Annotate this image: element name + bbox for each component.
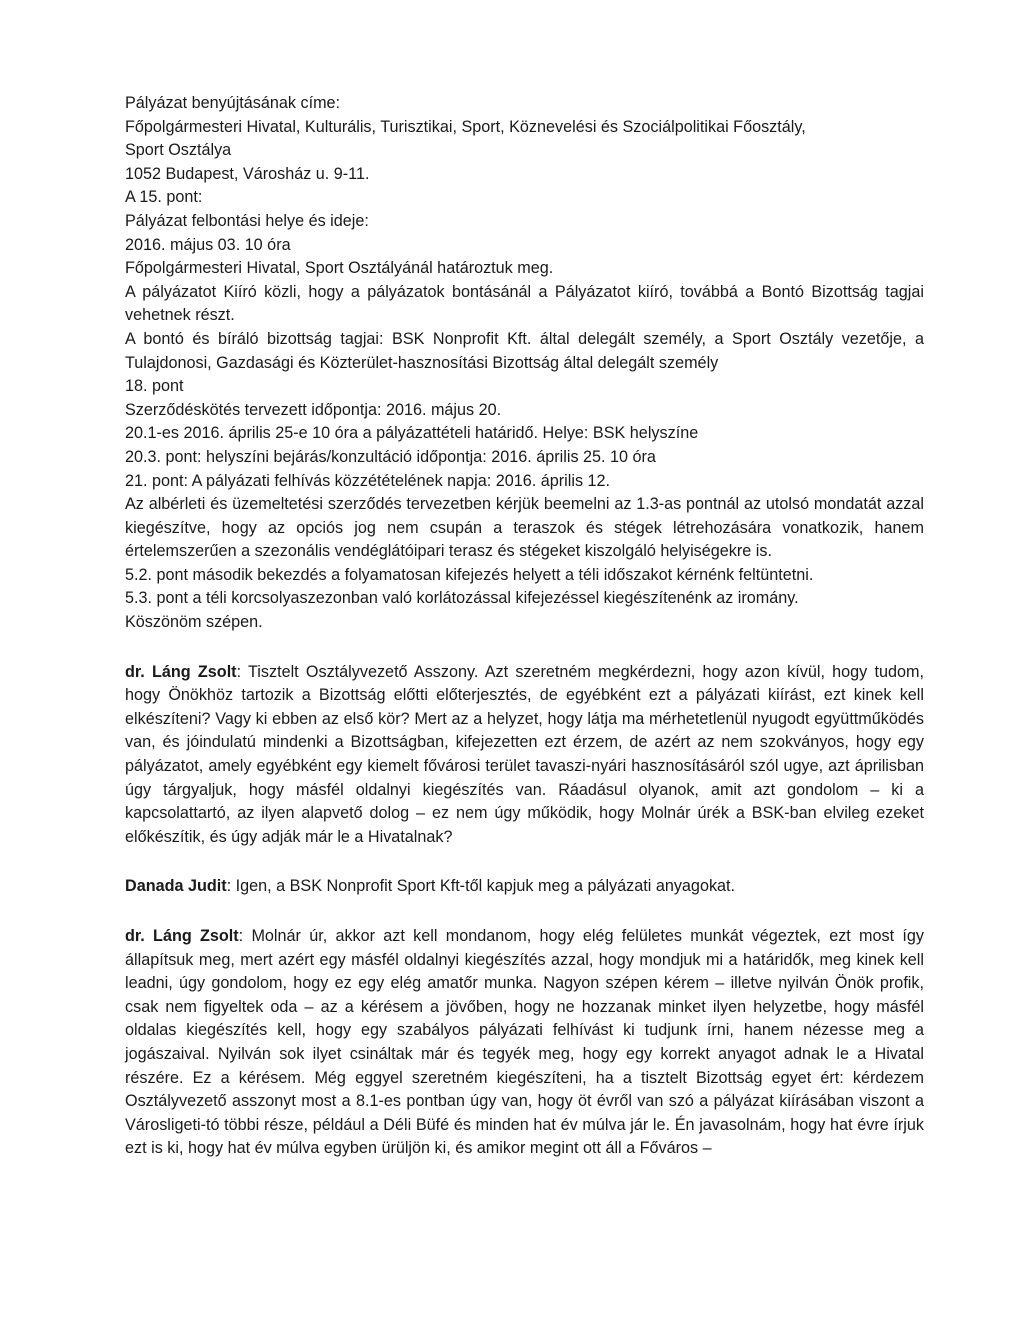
- speaker-separator: :: [226, 877, 232, 896]
- header-block: [125, 92, 924, 281]
- speech-text: Tisztelt Osztályvezető Asszony. Azt szeretném megkérdezni, hogy azon kívül, hogy tudom, hogy Önökhöz tartozik a Bizottság előtti előterjesztés, de egyébként ezt a pályázati kiírást, ezt kinek kell elkészíteni? Vagy ki ebben az első kör? Mert az a helyzet, hogy látja ma mérhetetlenül nyugodt együttműködés van, és jóindulatú mindenki a Bizottságban, kifejezetten ezt érzem, de azért az nem szokványos, hogy egy pályázatot, amely egyébként egy kiemelt fővárosi terület tavaszi-nyári hasznosításáról szól ugye, azt áprilisban úgy tárgyaljuk, hogy másfél oldalnyi kiegészítés van. Ráadásul olyanok, amit azt gondolom – ki a kapcsolattartó, az ilyen alapvető dolog – ez nem úgy működik, hogy Molnár úrék a BSK-ban elvileg ezeket előkészítik, és úgy adják már le a Hivatalnak?: [125, 662, 924, 846]
- speaker-name: dr. Láng Zsolt: [125, 927, 239, 945]
- speaker-separator: :: [238, 927, 244, 945]
- point-line: 20.1-es 2016. április 25-e 10 óra a pályázattételi határidő. Helye: BSK helyszíne: [125, 424, 699, 443]
- speaker-name: Danada Judit: [125, 877, 227, 896]
- header-line: Pályázat benyújtásának címe:: [125, 94, 341, 112]
- point-line: 18. pont: [125, 377, 184, 396]
- point-line: Szerződéskötés tervezett időpontja: 2016. május 20.: [125, 400, 502, 419]
- notice-paragraph: A pályázatot Kiíró közli, hogy a pályázatok bontásánál a Pályázatot kiíró, továbbá a Bontó Bizottság tagjai vehetnek részt.: [125, 282, 924, 325]
- speech-paragraph: [125, 925, 924, 1161]
- closing-line: 5.3. pont a téli korcsolyaszezonban való korlátozással kifejezéssel kiegészítenénk az iromány.: [125, 589, 799, 608]
- closing-line: Köszönöm szépen.: [125, 613, 263, 632]
- header-line: Sport Osztálya: [125, 141, 232, 160]
- speech-paragraph: [125, 661, 924, 850]
- lease-paragraph: Az albérleti és üzemeltetési szerződés tervezetben kérjük beemelni az 1.3-as pontnál az utolsó mondatát azzal kiegészítve, hogy az opciós jog nem csupán a teraszok és stégek létrehozására vonatkozik, hanem értelemszerűen a szezonális vendéglátóipari terasz és stégeket kiszolgáló helyiségekre is.: [125, 495, 924, 561]
- closing-line: 5.2. pont második bekezdés a folyamatosan kifejezés helyett a téli időszakot kérnénk feltüntetni.: [125, 565, 814, 584]
- point-line: 20.3. pont: helyszíni bejárás/konzultáció időpontja: 2016. április 25. 10 óra: [125, 447, 656, 466]
- closing-block: [125, 564, 924, 635]
- committee-paragraph: A bontó és bíráló bizottság tagjai: BSK Nonprofit Kft. által delegált személy, a Sport Osztály vezetője, a Tulajdonosi, Gazdasági és Közterület-hasznosítási Bizottság által delegált személy: [125, 329, 924, 372]
- speaker-separator: :: [236, 662, 242, 681]
- header-line: 2016. május 03. 10 óra: [125, 235, 291, 254]
- speech-text: Igen, a BSK Nonprofit Sport Kft-től kapjuk meg a pályázati anyagokat.: [231, 877, 736, 896]
- speech-text: Molnár úr, akkor azt kell mondanom, hogy elég felületes munkát végeztek, ezt most így állapítsuk meg, mert azért egy másfél oldalnyi kiegészítés azzal, hogy mondjuk mi a határidők, meg kinek kell leadni, úgy gondolom, hogy ez egy elég amatőr munka. Nagyon szépen kérem – illetve nyilván Önök profik, csak nem figyeltek oda – az a kérésem a jövőben, hogy ne hozzanak minket ilyen helyzetbe, hogy másfél oldalas kiegészítés kell, hogy egy szabályos pályázati felhívást ki tudjunk írni, hanem nézesse meg a jogászaival. Nyilván sok ilyet csináltak már és tegyék meg, hogy egy korrekt anyagot adnak le a Hivatal részére. Ez a kérésem. Még eggyel szeretném kiegészíteni, ha a tisztelt Bizottság egyet ért: kérdezem Osztályvezető asszonyt most a 8.1-es pontban úgy van, hogy öt évről van szó a pályázat kiírásában viszont a Városligeti-tó többi része, például a Déli Büfé és minden hat év múlva jár le. Én javasolnám, hogy hat évre írjuk ezt is ki, hogy hat év múlva egyben ürüljön ki, és amikor megint ott áll a Főváros –: [125, 927, 924, 1158]
- header-line: A 15. pont:: [125, 188, 203, 207]
- header-line: Főpolgármesteri Hivatal, Sport Osztályánál határoztuk meg.: [125, 259, 554, 278]
- speech-paragraph: [125, 875, 924, 899]
- speaker-name: dr. Láng Zsolt: [125, 662, 237, 681]
- header-line: Főpolgármesteri Hivatal, Kulturális, Turisztikai, Sport, Köznevelési és Szociálpolitikai Főosztály,: [125, 117, 806, 136]
- points-block: [125, 375, 924, 493]
- point-line: 21. pont: A pályázati felhívás közzétételének napja: 2016. április 12.: [125, 471, 611, 490]
- header-line: Pályázat felbontási helye és ideje:: [125, 211, 369, 230]
- header-line: 1052 Budapest, Városház u. 9-11.: [125, 164, 370, 183]
